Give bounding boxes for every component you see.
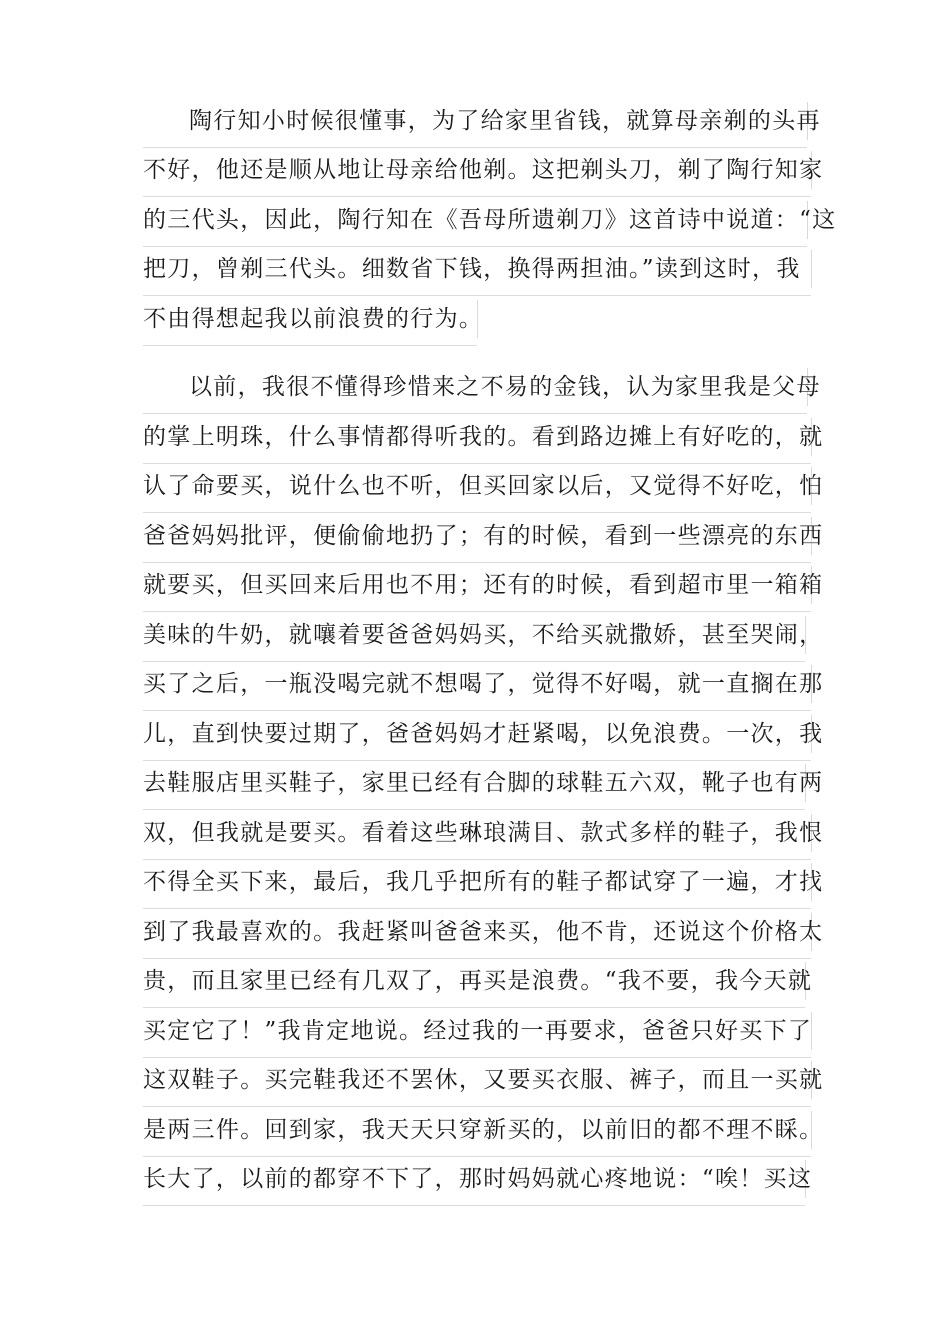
paragraph-2-line-17: 长大了，以前的都穿不下了，那时妈妈就心疼地说：“唉！买这 — [143, 1160, 806, 1198]
paragraph-1-line-5: 不由得想起我以前浪费的行为。 — [143, 300, 478, 338]
paragraph-2-line-15: 这双鞋子。买完鞋我还不罢休，又要买衣服、裤子，而且一买就 — [143, 1061, 812, 1099]
paragraph-2-line-14: 买定它了！”我肯定地说。经过我的一再要求，爸爸只好买下了 — [143, 1012, 812, 1050]
paragraph-2-line-13: 贵，而且家里已经有几双了，再买是浪费。“我不要，我今天就 — [143, 962, 806, 1000]
paragraph-2-line-8: 儿，直到快要过期了，爸爸妈妈才赶紧喝，以免浪费。一次，我 — [143, 715, 812, 753]
paragraph-2-line-5: 就要买，但买回来后用也不用；还有的时候，看到超市里一箱箱 — [143, 566, 812, 604]
paragraph-2-line-10: 双，但我就是要买。看着这些琳琅满目、款式多样的鞋子，我恨 — [143, 814, 812, 852]
paragraph-2-line-7: 买了之后，一瓶没喝完就不想喝了，觉得不好喝，就一直搁在那 — [143, 665, 812, 703]
paragraph-2-line-6: 美味的牛奶，就嚷着要爸爸妈妈买，不给买就撒娇，甚至哭闹， — [143, 616, 806, 654]
paragraph-2-line-11: 不得全买下来，最后，我几乎把所有的鞋子都试穿了一遍，才找 — [143, 863, 812, 901]
paragraph-1-line-3: 的三代头，因此，陶行知在《吾母所遗剃刀》这首诗中说道：“这 — [143, 201, 808, 239]
paragraph-2-line-1: 以前，我很不懂得珍惜来之不易的金钱，认为家里我是父母 — [143, 368, 808, 406]
paragraph-2-line-2: 的掌上明珠，什么事情都得听我的。看到路边摊上有好吃的，就 — [143, 418, 812, 456]
paragraph-2-line-9: 去鞋服店里买鞋子，家里已经有合脚的球鞋五六双，靴子也有两 — [143, 764, 806, 802]
paragraph-2-line-4: 爸爸妈妈批评，便偷偷地扔了；有的时候，看到一些漂亮的东西 — [143, 517, 812, 555]
paragraph-2-line-12: 到了我最喜欢的。我赶紧叫爸爸来买，他不肯，还说这个价格太 — [143, 913, 812, 951]
paragraph-2-line-16: 是两三件。回到家，我天天只穿新买的，以前旧的都不理不睬。 — [143, 1111, 812, 1149]
paragraph-2-line-3: 认了命要买，说什么也不听，但买回家以后，又觉得不好吃，怕 — [143, 467, 812, 505]
paragraph-1-line-4: 把刀，曾剃三代头。细数省下钱，换得两担油。”读到这时，我 — [143, 250, 812, 288]
paragraph-1-line-2: 不好，他还是顺从地让母亲给他剃。这把剃头刀，剃了陶行知家 — [143, 151, 812, 189]
paragraph-1-line-1: 陶行知小时候很懂事，为了给家里省钱，就算母亲剃的头再 — [143, 102, 808, 140]
